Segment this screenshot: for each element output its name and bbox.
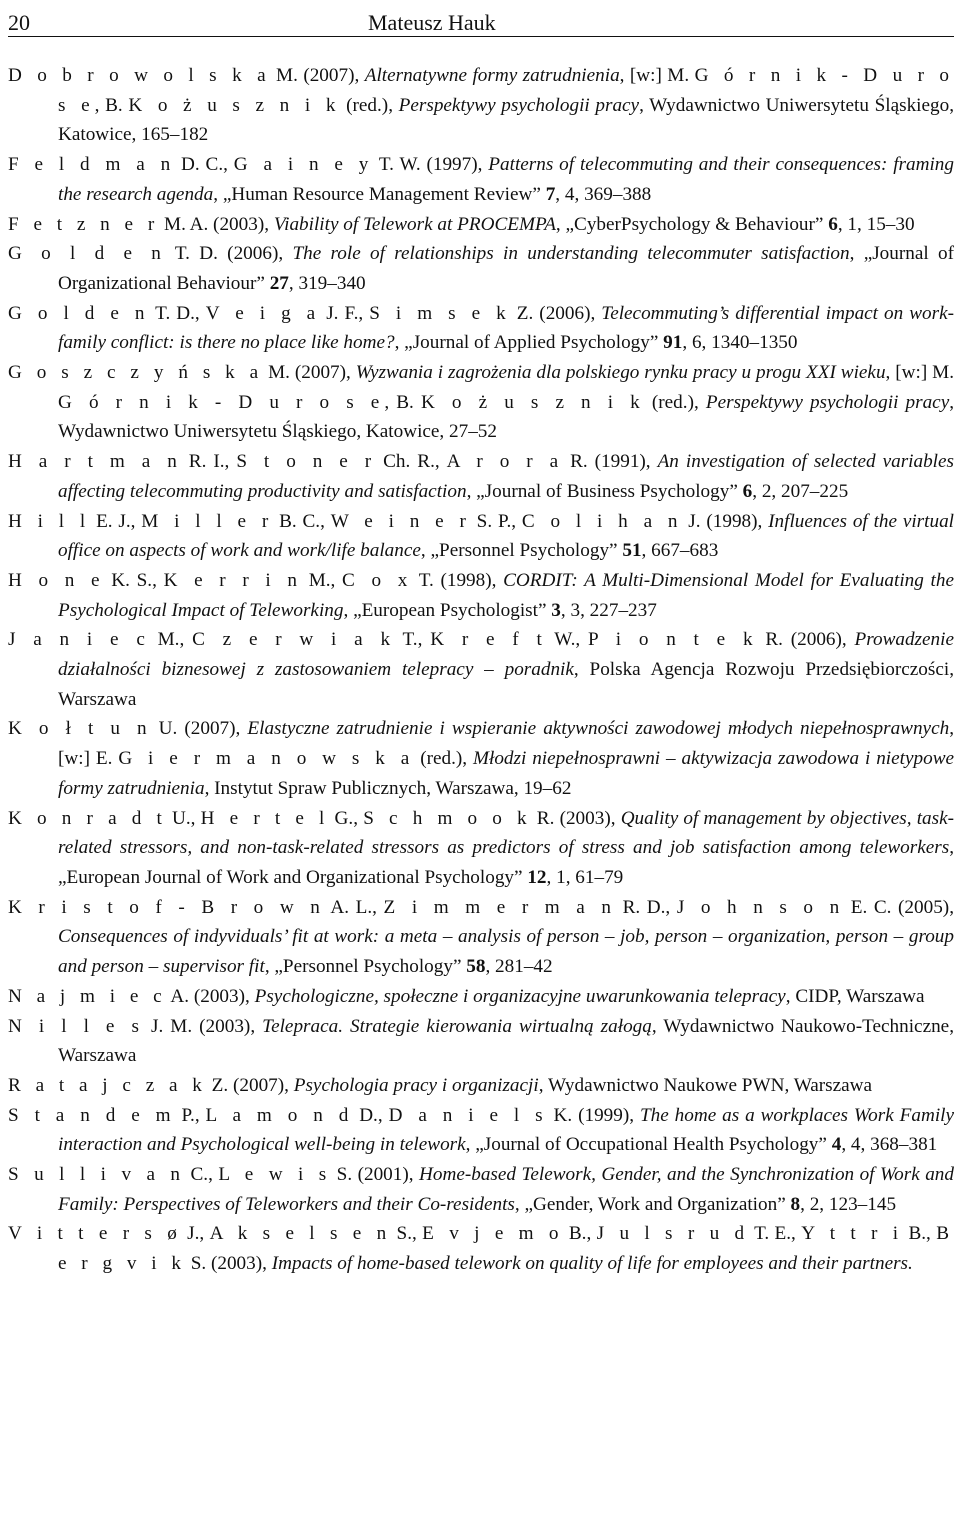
- work-title: Prowadzenie działalności biznesowej z zastosowaniem telepracy – poradnik: [58, 629, 954, 681]
- reference-entry: [8, 61, 954, 150]
- work-title: Perspektywy psychologii pracy: [705, 391, 950, 413]
- reference-text: , „Journal of Occupational Health Psychology”: [465, 1134, 832, 1156]
- reference-text: R. (2006),: [757, 629, 855, 651]
- author-name: W e i n e r: [330, 510, 471, 532]
- reference-text: K. S.,: [104, 569, 164, 591]
- reference-text: B.,: [903, 1223, 937, 1245]
- reference-entry: [8, 1219, 954, 1278]
- reference-text: , 2, 207–225: [752, 480, 849, 502]
- reference-entry: [8, 239, 954, 298]
- author-name: K o ł t u n: [8, 718, 152, 740]
- reference-entry: [8, 299, 954, 358]
- page-number: 20: [8, 10, 30, 35]
- reference-text: A. (2003),: [166, 985, 255, 1007]
- author-name: F e l d m a n: [8, 154, 176, 176]
- author-name: K r i s t o f - B r o w n: [8, 896, 325, 918]
- author-name: S u l l i v a n: [8, 1164, 186, 1186]
- reference-text: , 6, 1340–1350: [682, 332, 798, 354]
- reference-text: B.,: [563, 1223, 597, 1245]
- author-name: N a j m i e c: [8, 985, 167, 1007]
- author-name: K e r r i n: [163, 569, 302, 591]
- reference-text: (red.),: [644, 391, 706, 413]
- author-name: G i e r m a n o w s k a: [118, 748, 415, 770]
- work-title: Psychologia pracy i organizacji: [293, 1074, 539, 1096]
- reference-text: , 319–340: [288, 272, 366, 294]
- reference-text: , Wydawnictwo Naukowo-Techniczne, Warszawa: [58, 1015, 954, 1067]
- reference-text: M. A. (2003),: [159, 213, 274, 235]
- author-name: C o l i h a n: [521, 510, 683, 532]
- author-name: D o b r o w o l s k a: [8, 65, 271, 86]
- reference-text: , „Personnel Psychology”: [420, 540, 623, 562]
- volume-number: 58: [466, 956, 486, 978]
- author-name: C o x: [342, 569, 413, 591]
- reference-text: Z. (2006),: [510, 302, 602, 324]
- reference-entry: [8, 893, 954, 982]
- reference-entry: [8, 714, 954, 803]
- author-name: J u l s r u d: [596, 1223, 750, 1245]
- reference-text: , „European Psychologist”: [343, 599, 552, 621]
- reference-text: , 1, 15–30: [837, 213, 915, 235]
- author-name: H o n e: [8, 569, 105, 591]
- reference-entry: [8, 1101, 954, 1160]
- work-title: Alternatywne formy zatrudnienia: [364, 65, 620, 86]
- volume-number: 7: [545, 183, 556, 205]
- reference-text: , 667–683: [641, 540, 719, 562]
- reference-text: R. (2003),: [531, 807, 621, 829]
- reference-text: C.,: [185, 1164, 219, 1186]
- reference-entry: [8, 507, 954, 566]
- reference-text: G.,: [329, 807, 364, 829]
- reference-text: P.,: [175, 1104, 206, 1126]
- author-name: G o l d e n: [8, 243, 166, 265]
- reference-text: , Polska Agencja Rozwoju Przedsiębiorczości, Warszawa: [58, 659, 954, 710]
- author-name: G a i n e y: [233, 154, 374, 176]
- author-name: V e i g a: [205, 302, 321, 324]
- author-name: B e r g v i k: [58, 1223, 954, 1275]
- author-name: Y t t r i: [801, 1223, 904, 1245]
- author-name: S t o n e r: [236, 451, 377, 473]
- reference-text: , B.: [94, 94, 129, 116]
- reference-entry: [8, 566, 954, 625]
- author-name: J a n i e c: [8, 629, 150, 651]
- volume-number: 4: [831, 1134, 842, 1156]
- bibliography-list: [8, 61, 954, 1279]
- volume-number: 91: [663, 332, 683, 354]
- reference-text: , 2, 123–145: [800, 1193, 897, 1215]
- reference-text: , Wydawnictwo Naukowe PWN, Warszawa: [538, 1074, 873, 1096]
- reference-text: , B.: [384, 391, 421, 413]
- reference-text: , CIDP, Warszawa: [785, 985, 925, 1007]
- reference-entry: [8, 982, 954, 1012]
- reference-text: J. M. (2003),: [143, 1015, 263, 1037]
- author-name: A r o r a: [446, 451, 564, 473]
- author-name: V i t t e r s ø: [8, 1223, 182, 1245]
- volume-number: 8: [790, 1193, 801, 1215]
- reference-text: S. (2001),: [331, 1164, 420, 1186]
- work-title: An investigation of selected variables affecting telecommuting productivity and satisfaction: [58, 451, 955, 502]
- reference-text: J. F.,: [320, 302, 370, 324]
- work-title: Influences of the virtual office on aspects of work and work/life balance: [58, 510, 954, 562]
- author-name: G ó r n i k - D u r o s e: [58, 65, 954, 116]
- reference-text: , 4, 369–388: [555, 183, 652, 205]
- reference-text: , 3, 227–237: [560, 599, 657, 621]
- reference-entry: [8, 625, 954, 714]
- reference-text: S. P.,: [470, 510, 522, 532]
- reference-text: J. (1998),: [682, 510, 769, 532]
- reference-text: M.,: [302, 569, 343, 591]
- work-title: The home as a workplaces Work Family interaction and Psychological well-being in telework: [58, 1104, 954, 1156]
- reference-text: J.,: [181, 1223, 210, 1245]
- reference-text: Ch. R.,: [376, 451, 447, 473]
- reference-text: U. (2007),: [151, 718, 248, 740]
- work-title: Impacts of home-based telework on quality of life for employees and their partners.: [271, 1253, 913, 1275]
- reference-text: R. D.,: [615, 896, 677, 918]
- author-name: F e t z n e r: [8, 213, 160, 235]
- author-name: G o l d e n: [8, 302, 150, 324]
- reference-text: T. E.,: [749, 1223, 802, 1245]
- reference-text: , „Gender, Work and Organization”: [514, 1193, 791, 1215]
- author-name: G o s z c z y ń s k a: [8, 362, 264, 384]
- reference-entry: [8, 358, 954, 447]
- reference-entry: [8, 210, 954, 240]
- work-title: Telepraca. Strategie kierowania wirtualną załogą: [262, 1015, 652, 1037]
- author-name: G ó r n i k - D u r o s e: [58, 391, 385, 413]
- author-name: E v j e m o: [422, 1223, 564, 1245]
- author-name: J o h n s o n: [676, 896, 845, 918]
- reference-text: T. W. (1997),: [373, 154, 489, 176]
- reference-entry: [8, 804, 954, 893]
- reference-text: , [w:] M.: [619, 65, 695, 86]
- work-title: Perspektywy psychologii pracy: [398, 94, 640, 116]
- work-title: Patterns of telecommuting and their consequences: framing the research agenda: [58, 154, 954, 205]
- reference-text: S. (2003),: [185, 1253, 272, 1275]
- reference-text: R. (1991),: [563, 451, 658, 473]
- reference-text: , Wydawnictwo Uniwersytetu Śląskiego, Katowice, 165–182: [58, 94, 955, 146]
- work-title: Quality of management by objectives, task-related stressors, and non-task-related stressors as predictors of stress and job satisfaction among teleworkers: [58, 807, 955, 859]
- author-name: K o ż u s z n i k: [420, 391, 645, 413]
- work-title: Elastyczne zatrudnienie i wspieranie aktywności zawodowej młodych niepełnosprawnych: [247, 718, 950, 740]
- volume-number: 6: [828, 213, 838, 235]
- volume-number: 12: [527, 866, 547, 888]
- author-name: Z i m m e r m a n: [383, 896, 616, 918]
- reference-text: , „Human Resource Management Review”: [213, 183, 546, 205]
- volume-number: 27: [269, 272, 289, 294]
- work-title: Home-based Telework, Gender, and the Synchronization of Work and Family: Perspectives of Teleworkers and their Co-residents: [58, 1164, 954, 1215]
- reference-text: A. L.,: [324, 896, 384, 918]
- reference-text: , „Journal of Applied Psychology”: [394, 332, 664, 354]
- reference-text: T. (1998),: [412, 569, 504, 591]
- reference-text: T.,: [395, 629, 431, 651]
- reference-text: , „European Journal of Work and Organizational Psychology”: [58, 837, 954, 888]
- reference-text: , „Journal of Organizational Behaviour”: [58, 243, 954, 294]
- author-name: S i m s e k: [369, 302, 511, 324]
- author-name: P i o n t e k: [587, 629, 758, 651]
- author-name: K o ż u s z n i k: [128, 94, 341, 116]
- volume-number: 6: [742, 480, 753, 502]
- work-title: Telecommuting’s differential impact on work-family conflict: is there no place like home?: [58, 302, 954, 354]
- author-name: D a n i e l s: [388, 1104, 548, 1126]
- reference-text: M. (2007),: [270, 65, 365, 86]
- reference-text: M. (2007),: [263, 362, 356, 384]
- reference-text: (red.),: [340, 94, 399, 116]
- work-title: CORDIT: A Multi-Dimensional Model for Evaluating the Psychological Impact of Teleworking: [58, 569, 954, 621]
- running-header: [8, 0, 954, 37]
- reference-text: , „Personnel Psychology”: [264, 956, 467, 978]
- reference-text: U.,: [166, 807, 201, 829]
- reference-text: T. D.,: [149, 302, 206, 324]
- reference-entry: [8, 150, 954, 209]
- author-name: K r e f t: [430, 629, 547, 651]
- author-name: L a m o n d: [205, 1104, 354, 1126]
- reference-text: Z. (2007),: [206, 1074, 294, 1096]
- reference-entry: [8, 1160, 954, 1219]
- work-title: The role of relationships in understanding telecommuter satisfaction: [292, 243, 850, 265]
- author-name: H a r t m a n: [8, 451, 182, 473]
- reference-text: S.,: [391, 1223, 423, 1245]
- author-name: S c h m o o k: [363, 807, 532, 829]
- reference-entry: [8, 1071, 954, 1101]
- author-name: H e r t e l: [200, 807, 330, 829]
- work-title: Viability of Telework at PROCEMPA: [273, 213, 556, 235]
- reference-text: , Wydawnictwo Uniwersytetu Śląskiego, Katowice, 27–52: [58, 391, 955, 443]
- reference-text: B. C.,: [273, 510, 331, 532]
- author-name: S t a n d e m: [8, 1104, 176, 1126]
- volume-number: 51: [622, 540, 642, 562]
- reference-text: E. C. (2005),: [844, 896, 954, 918]
- reference-text: W.,: [546, 629, 588, 651]
- author-name: M i l l e r: [141, 510, 274, 532]
- reference-text: D. C.,: [175, 154, 234, 176]
- reference-text: K. (1999),: [547, 1104, 640, 1126]
- volume-number: 3: [551, 599, 561, 621]
- work-title: Wyzwania i zagrożenia dla polskiego rynku pracy u progu XXI wieku: [355, 362, 886, 384]
- reference-text: E. J.,: [90, 510, 142, 532]
- reference-text: , 1, 61–79: [546, 866, 624, 888]
- running-author: Mateusz Hauk: [368, 10, 496, 35]
- author-name: R a t a j c z a k: [8, 1074, 207, 1096]
- reference-text: , Instytut Spraw Publicznych, Warszawa, 19–62: [204, 777, 572, 799]
- reference-text: R. I.,: [181, 451, 237, 473]
- author-name: L e w i s: [218, 1164, 332, 1186]
- reference-text: , 4, 368–381: [841, 1134, 938, 1156]
- author-name: K o n r a d t: [8, 807, 167, 829]
- reference-text: , [w:] E.: [58, 718, 954, 770]
- reference-entry: [8, 447, 954, 506]
- reference-text: (red.),: [414, 748, 473, 770]
- author-name: H i l l: [8, 510, 91, 532]
- reference-text: , „Journal of Business Psychology”: [466, 480, 743, 502]
- work-title: Psychologiczne, społeczne i organizacyjne uwarunkowania telepracy: [254, 985, 786, 1007]
- reference-entry: [8, 1012, 954, 1071]
- reference-text: , [w:] M.: [885, 362, 954, 384]
- author-name: C z e r w i a k: [192, 629, 396, 651]
- author-name: N i l l e s: [8, 1015, 144, 1037]
- author-name: A k s e l s e n: [209, 1223, 392, 1245]
- reference-text: D.,: [353, 1104, 389, 1126]
- reference-text: T. D. (2006),: [165, 243, 293, 265]
- work-title: Consequences of indyviduals’ fit at work: a meta – analysis of person – job, person – organization, person – group and person – supervisor fit: [58, 926, 954, 978]
- reference-text: , 281–42: [485, 956, 553, 978]
- reference-text: M.,: [149, 629, 193, 651]
- reference-text: , „CyberPsychology & Behaviour”: [555, 213, 829, 235]
- work-title: Młodzi niepełnosprawni – aktywizacja zawodowa i nietypowe formy zatrudnienia: [58, 748, 955, 799]
